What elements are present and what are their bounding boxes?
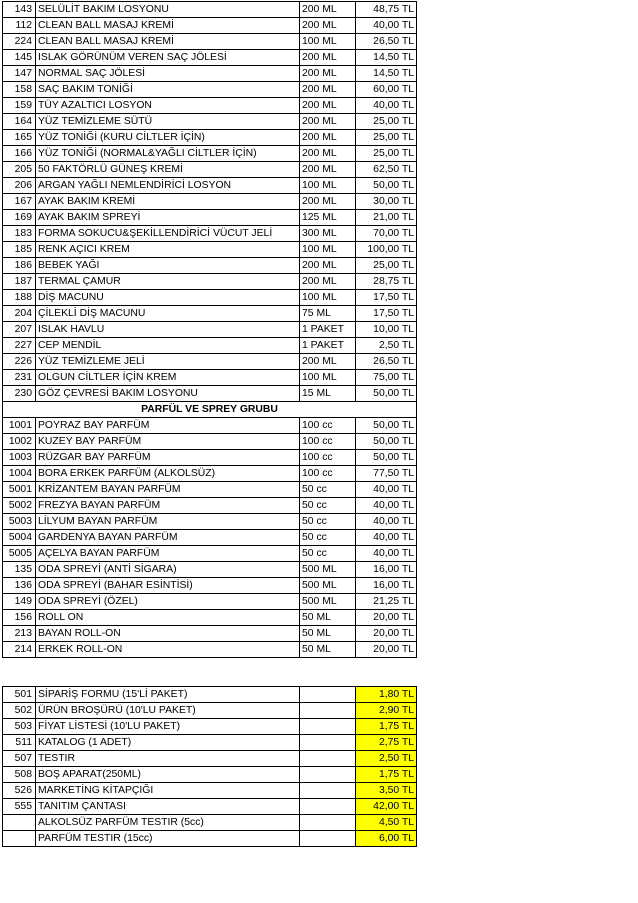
product-code-cell: 204 — [3, 306, 36, 322]
product-name-cell: ÇİLEKLİ DİŞ MACUNU — [36, 306, 300, 322]
product-code-cell: 511 — [3, 735, 36, 751]
table-row — [3, 306, 417, 322]
product-code-cell: 159 — [3, 98, 36, 114]
product-name-cell: ODA SPREYİ (ÖZEL) — [36, 594, 300, 610]
product-code-cell: 501 — [3, 687, 36, 703]
product-code-cell: 502 — [3, 703, 36, 719]
product-price-cell: 60,00 TL — [356, 82, 417, 98]
product-size-cell — [300, 735, 356, 751]
table-row — [3, 338, 417, 354]
product-name-cell: ERKEK ROLL-ON — [36, 642, 300, 658]
product-size-cell: 500 ML — [300, 594, 356, 610]
product-price-cell: 1,80 TL — [356, 687, 417, 703]
product-price-cell: 21,25 TL — [356, 594, 417, 610]
product-size-cell: 200 ML — [300, 98, 356, 114]
product-price-cell: 25,00 TL — [356, 258, 417, 274]
product-size-cell: 100 cc — [300, 434, 356, 450]
table-row — [3, 162, 417, 178]
product-size-cell: 125 ML — [300, 210, 356, 226]
table-row — [3, 799, 417, 815]
product-name-cell: SAÇ BAKIM TONİĞİ — [36, 82, 300, 98]
supplies-price-table — [2, 686, 417, 847]
table-row — [3, 703, 417, 719]
product-code-cell: 5003 — [3, 514, 36, 530]
product-size-cell: 50 cc — [300, 530, 356, 546]
table-row — [3, 66, 417, 82]
product-name-cell: AÇELYA BAYAN PARFÜM — [36, 546, 300, 562]
product-code-cell: 147 — [3, 66, 36, 82]
product-code-cell: 164 — [3, 114, 36, 130]
product-code-cell: 186 — [3, 258, 36, 274]
product-price-cell: 1,75 TL — [356, 767, 417, 783]
product-price-cell: 4,50 TL — [356, 815, 417, 831]
product-name-cell: FORMA SOKUCU&ŞEKİLLENDİRİCİ VÜCUT JELİ — [36, 226, 300, 242]
table-row — [3, 2, 417, 18]
product-name-cell: DİŞ MACUNU — [36, 290, 300, 306]
product-price-cell: 50,00 TL — [356, 434, 417, 450]
product-price-cell: 75,00 TL — [356, 370, 417, 386]
product-size-cell: 50 ML — [300, 626, 356, 642]
product-name-cell: ALKOLSÜZ PARFÜM TESTIR (5cc) — [36, 815, 300, 831]
product-price-cell: 26,50 TL — [356, 34, 417, 50]
product-price-cell: 25,00 TL — [356, 146, 417, 162]
product-name-cell: ODA SPREYİ (ANTİ SİGARA) — [36, 562, 300, 578]
product-size-cell: 200 ML — [300, 50, 356, 66]
product-code-cell: 112 — [3, 18, 36, 34]
product-name-cell: GARDENYA BAYAN PARFÜM — [36, 530, 300, 546]
table-row — [3, 18, 417, 34]
table-row — [3, 530, 417, 546]
product-code-cell — [3, 815, 36, 831]
product-price-cell: 16,00 TL — [356, 562, 417, 578]
table-row — [3, 114, 417, 130]
product-size-cell: 100 cc — [300, 450, 356, 466]
product-code-cell: 5004 — [3, 530, 36, 546]
product-code-cell: 1002 — [3, 434, 36, 450]
product-price-cell: 77,50 TL — [356, 466, 417, 482]
product-code-cell: 206 — [3, 178, 36, 194]
product-code-cell: 145 — [3, 50, 36, 66]
product-name-cell: PARFÜM TESTIR (15cc) — [36, 831, 300, 847]
product-code-cell: 143 — [3, 2, 36, 18]
product-size-cell: 50 ML — [300, 642, 356, 658]
table-row — [3, 546, 417, 562]
product-code-cell: 167 — [3, 194, 36, 210]
table-row — [3, 687, 417, 703]
product-code-cell: 526 — [3, 783, 36, 799]
product-price-cell: 42,00 TL — [356, 799, 417, 815]
product-code-cell: 5002 — [3, 498, 36, 514]
product-name-cell: RÜZGAR BAY PARFÜM — [36, 450, 300, 466]
table-row — [3, 370, 417, 386]
group-title: PARFÜL VE SPREY GRUBU — [3, 402, 417, 418]
product-code-cell: 183 — [3, 226, 36, 242]
product-price-cell: 70,00 TL — [356, 226, 417, 242]
product-size-cell — [300, 751, 356, 767]
product-price-cell: 40,00 TL — [356, 98, 417, 114]
product-name-cell: NORMAL SAÇ JÖLESİ — [36, 66, 300, 82]
product-size-cell — [300, 687, 356, 703]
table-row — [3, 498, 417, 514]
product-price-cell: 40,00 TL — [356, 498, 417, 514]
product-size-cell: 200 ML — [300, 354, 356, 370]
product-size-cell: 100 cc — [300, 418, 356, 434]
product-size-cell — [300, 719, 356, 735]
product-price-cell: 50,00 TL — [356, 386, 417, 402]
table-row — [3, 815, 417, 831]
product-price-cell: 14,50 TL — [356, 50, 417, 66]
supplies-rows — [3, 687, 417, 847]
product-size-cell: 200 ML — [300, 82, 356, 98]
product-name-cell: YÜZ TEMİZLEME SÜTÜ — [36, 114, 300, 130]
product-size-cell: 1 PAKET — [300, 338, 356, 354]
product-price-cell: 2,75 TL — [356, 735, 417, 751]
group-header-row — [3, 402, 417, 418]
product-price-cell: 40,00 TL — [356, 546, 417, 562]
product-size-cell: 100 ML — [300, 370, 356, 386]
product-name-cell: RENK AÇICI KREM — [36, 242, 300, 258]
product-name-cell: GÖZ ÇEVRESİ BAKIM LOSYONU — [36, 386, 300, 402]
product-name-cell: BORA ERKEK PARFÜM (ALKOLSÜZ) — [36, 466, 300, 482]
product-size-cell — [300, 767, 356, 783]
table-row — [3, 146, 417, 162]
product-code-cell: 230 — [3, 386, 36, 402]
table-row — [3, 562, 417, 578]
table-row — [3, 210, 417, 226]
product-price-cell: 10,00 TL — [356, 322, 417, 338]
product-size-cell: 500 ML — [300, 562, 356, 578]
product-price-cell: 40,00 TL — [356, 530, 417, 546]
product-size-cell: 50 cc — [300, 482, 356, 498]
table-row — [3, 831, 417, 847]
product-code-cell: 207 — [3, 322, 36, 338]
table-row — [3, 386, 417, 402]
table-row — [3, 178, 417, 194]
product-code-cell: 224 — [3, 34, 36, 50]
product-code-cell — [3, 831, 36, 847]
table-row — [3, 751, 417, 767]
product-code-cell: 149 — [3, 594, 36, 610]
product-size-cell: 100 ML — [300, 34, 356, 50]
product-name-cell: KRİZANTEM BAYAN PARFÜM — [36, 482, 300, 498]
product-name-cell: YÜZ TONİĞİ (KURU CİLTLER İÇİN) — [36, 130, 300, 146]
product-name-cell: TESTIR — [36, 751, 300, 767]
product-name-cell: ODA SPREYİ (BAHAR ESİNTİSİ) — [36, 578, 300, 594]
product-name-cell: FREZYA BAYAN PARFÜM — [36, 498, 300, 514]
product-name-cell: KUZEY BAY PARFÜM — [36, 434, 300, 450]
product-code-cell: 135 — [3, 562, 36, 578]
product-name-cell: ISLAK HAVLU — [36, 322, 300, 338]
product-code-cell: 5001 — [3, 482, 36, 498]
product-size-cell: 200 ML — [300, 194, 356, 210]
product-code-cell: 226 — [3, 354, 36, 370]
product-size-cell: 200 ML — [300, 18, 356, 34]
product-size-cell: 300 ML — [300, 226, 356, 242]
product-code-cell: 507 — [3, 751, 36, 767]
product-code-cell: 213 — [3, 626, 36, 642]
table-row — [3, 418, 417, 434]
product-size-cell: 50 cc — [300, 498, 356, 514]
table-row — [3, 402, 417, 418]
product-price-table — [2, 1, 417, 658]
table-row — [3, 578, 417, 594]
product-price-cell: 40,00 TL — [356, 18, 417, 34]
product-name-cell: YÜZ TONİĞİ (NORMAL&YAĞLI CİLTLER İÇİN) — [36, 146, 300, 162]
product-price-cell: 2,50 TL — [356, 751, 417, 767]
product-price-cell: 48,75 TL — [356, 2, 417, 18]
product-name-cell: AYAK BAKIM KREMİ — [36, 194, 300, 210]
product-code-cell: 214 — [3, 642, 36, 658]
product-price-cell: 100,00 TL — [356, 242, 417, 258]
product-price-cell: 3,50 TL — [356, 783, 417, 799]
product-price-cell: 50,00 TL — [356, 178, 417, 194]
product-code-cell: 136 — [3, 578, 36, 594]
product-name-cell: ÜRÜN BROŞÜRÜ (10'LU PAKET) — [36, 703, 300, 719]
product-name-cell: ARGAN YAĞLI NEMLENDİRİCİ LOSYON — [36, 178, 300, 194]
table-row — [3, 514, 417, 530]
table-row — [3, 434, 417, 450]
cosmetics-rows — [3, 2, 417, 402]
product-price-cell: 40,00 TL — [356, 482, 417, 498]
product-price-cell: 50,00 TL — [356, 450, 417, 466]
product-name-cell: 50 FAKTÖRLÜ GÜNEŞ KREMİ — [36, 162, 300, 178]
product-price-cell: 50,00 TL — [356, 418, 417, 434]
product-name-cell: SELÜLİT BAKIM LOSYONU — [36, 2, 300, 18]
product-size-cell: 100 cc — [300, 466, 356, 482]
product-price-cell: 25,00 TL — [356, 114, 417, 130]
product-size-cell: 75 ML — [300, 306, 356, 322]
product-name-cell: BAYAN ROLL-ON — [36, 626, 300, 642]
product-name-cell: YÜZ TEMİZLEME JELİ — [36, 354, 300, 370]
table-row — [3, 82, 417, 98]
product-name-cell: CLEAN BALL MASAJ KREMİ — [36, 18, 300, 34]
product-name-cell: FİYAT LİSTESİ (10'LU PAKET) — [36, 719, 300, 735]
product-price-cell: 2,50 TL — [356, 338, 417, 354]
product-price-cell: 14,50 TL — [356, 66, 417, 82]
table-row — [3, 594, 417, 610]
product-code-cell: 205 — [3, 162, 36, 178]
table-row — [3, 98, 417, 114]
product-size-cell: 200 ML — [300, 66, 356, 82]
product-size-cell: 200 ML — [300, 274, 356, 290]
product-code-cell: 5005 — [3, 546, 36, 562]
table-row — [3, 767, 417, 783]
product-code-cell: 555 — [3, 799, 36, 815]
product-name-cell: AYAK BAKIM SPREYİ — [36, 210, 300, 226]
product-name-cell: MARKETİNG KİTAPÇIĞI — [36, 783, 300, 799]
table-row — [3, 226, 417, 242]
product-code-cell: 165 — [3, 130, 36, 146]
product-name-cell: KATALOG (1 ADET) — [36, 735, 300, 751]
product-price-cell: 17,50 TL — [356, 290, 417, 306]
product-code-cell: 188 — [3, 290, 36, 306]
product-name-cell: OLGUN CİLTLER İÇİN KREM — [36, 370, 300, 386]
product-size-cell: 15 ML — [300, 386, 356, 402]
perfume-spray-rows — [3, 418, 417, 658]
product-price-cell: 2,90 TL — [356, 703, 417, 719]
table-row — [3, 719, 417, 735]
table-row — [3, 258, 417, 274]
table-row — [3, 130, 417, 146]
product-size-cell — [300, 703, 356, 719]
table-row — [3, 610, 417, 626]
product-name-cell: TÜY AZALTICI LOSYON — [36, 98, 300, 114]
product-code-cell: 158 — [3, 82, 36, 98]
product-code-cell: 227 — [3, 338, 36, 354]
product-price-cell: 28,75 TL — [356, 274, 417, 290]
product-size-cell: 50 cc — [300, 546, 356, 562]
product-price-cell: 20,00 TL — [356, 626, 417, 642]
product-price-cell: 62,50 TL — [356, 162, 417, 178]
product-code-cell: 166 — [3, 146, 36, 162]
product-code-cell: 185 — [3, 242, 36, 258]
product-code-cell: 231 — [3, 370, 36, 386]
product-name-cell: BEBEK YAĞI — [36, 258, 300, 274]
product-price-cell: 25,00 TL — [356, 130, 417, 146]
product-size-cell: 50 cc — [300, 514, 356, 530]
product-name-cell: TANITIM ÇANTASI — [36, 799, 300, 815]
table-row — [3, 783, 417, 799]
product-name-cell: CEP MENDİL — [36, 338, 300, 354]
product-code-cell: 1001 — [3, 418, 36, 434]
product-price-cell: 20,00 TL — [356, 642, 417, 658]
table-row — [3, 466, 417, 482]
product-name-cell: LİLYUM BAYAN PARFÜM — [36, 514, 300, 530]
product-name-cell: CLEAN BALL MASAJ KREMİ — [36, 34, 300, 50]
product-name-cell: ISLAK GÖRÜNÜM VEREN SAÇ JÖLESİ — [36, 50, 300, 66]
table-row — [3, 450, 417, 466]
product-price-cell: 6,00 TL — [356, 831, 417, 847]
product-code-cell: 156 — [3, 610, 36, 626]
product-price-cell: 40,00 TL — [356, 514, 417, 530]
table-row — [3, 194, 417, 210]
product-price-cell: 1,75 TL — [356, 719, 417, 735]
table-row — [3, 274, 417, 290]
product-code-cell: 1003 — [3, 450, 36, 466]
product-name-cell: TERMAL ÇAMUR — [36, 274, 300, 290]
product-code-cell: 187 — [3, 274, 36, 290]
table-row — [3, 626, 417, 642]
product-size-cell: 200 ML — [300, 130, 356, 146]
product-size-cell: 100 ML — [300, 178, 356, 194]
product-size-cell: 50 ML — [300, 610, 356, 626]
product-code-cell: 503 — [3, 719, 36, 735]
table-row — [3, 354, 417, 370]
product-price-cell: 21,00 TL — [356, 210, 417, 226]
product-size-cell — [300, 783, 356, 799]
product-code-cell: 508 — [3, 767, 36, 783]
table-row — [3, 735, 417, 751]
product-code-cell: 1004 — [3, 466, 36, 482]
product-price-cell: 30,00 TL — [356, 194, 417, 210]
table-row — [3, 50, 417, 66]
product-size-cell: 500 ML — [300, 578, 356, 594]
product-code-cell: 169 — [3, 210, 36, 226]
product-size-cell: 1 PAKET — [300, 322, 356, 338]
product-name-cell: POYRAZ BAY PARFÜM — [36, 418, 300, 434]
product-price-cell: 20,00 TL — [356, 610, 417, 626]
product-size-cell: 200 ML — [300, 162, 356, 178]
product-name-cell: SİPARİŞ FORMU (15'Lİ PAKET) — [36, 687, 300, 703]
table-row — [3, 322, 417, 338]
table-row — [3, 34, 417, 50]
table-row — [3, 482, 417, 498]
product-price-cell: 16,00 TL — [356, 578, 417, 594]
product-price-cell: 26,50 TL — [356, 354, 417, 370]
product-size-cell: 100 ML — [300, 242, 356, 258]
product-size-cell — [300, 831, 356, 847]
product-size-cell — [300, 799, 356, 815]
table-row — [3, 642, 417, 658]
product-price-cell: 17,50 TL — [356, 306, 417, 322]
product-size-cell — [300, 815, 356, 831]
product-size-cell: 200 ML — [300, 114, 356, 130]
product-name-cell: BOŞ APARAT(250ML) — [36, 767, 300, 783]
product-name-cell: ROLL ON — [36, 610, 300, 626]
table-row — [3, 290, 417, 306]
product-size-cell: 200 ML — [300, 258, 356, 274]
product-size-cell: 100 ML — [300, 290, 356, 306]
product-size-cell: 200 ML — [300, 146, 356, 162]
product-size-cell: 200 ML — [300, 2, 356, 18]
table-row — [3, 242, 417, 258]
